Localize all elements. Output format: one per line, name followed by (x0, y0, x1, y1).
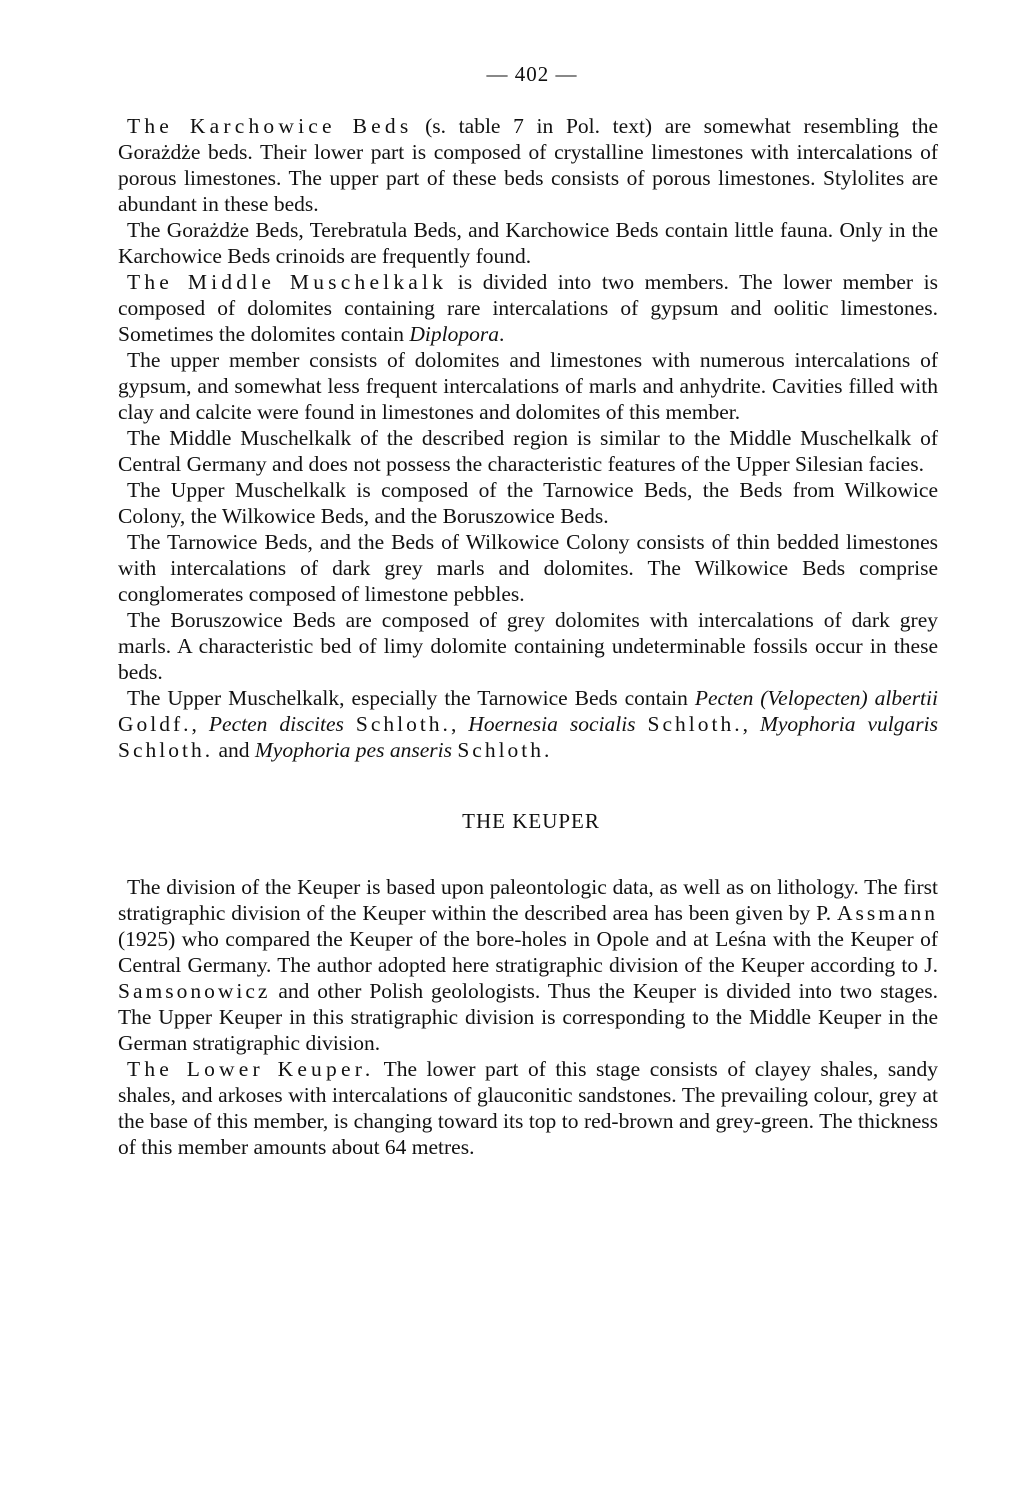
paragraph-boruszowice-beds (118, 607, 938, 685)
paragraph-comparison (118, 425, 938, 477)
spaced-term: The Middle Muschelkalk (127, 270, 448, 294)
species-author: Schloth. (647, 712, 743, 736)
species-author: Schloth. (118, 738, 214, 762)
paragraph-karchowice-beds (118, 113, 938, 217)
paragraph-text: The Tarnowice Beds, and the Beds of Wilkowice Colony consists of thin bedded limestones with intercalations of dark grey marls and dolomites. The Wilkowice Beds comprise conglomerates composed of limestone pebbles. (118, 530, 938, 606)
separator: and (213, 738, 255, 762)
species-name: Pecten (Velopecten) albertii (694, 686, 938, 710)
species-name: Myophoria vulgaris (759, 712, 938, 736)
paragraph-fauna (118, 217, 938, 269)
paragraph-text: is divided into two members. The lower member is composed of dolomites containing rare intercalations of gypsum and oolitic limestones. Sometimes the dolomites contain (118, 270, 939, 346)
species-author: Schloth. (457, 738, 553, 762)
paragraph-text: The Middle Muschelkalk of the described region is similar to the Middle Muschelkalk of Central Germany and does not possess the characteristic features of the Upper Silesian facies. (118, 426, 938, 476)
paragraph-fossils (118, 685, 938, 763)
paragraph-text: (s. table 7 in Pol. text) are somewhat resembling the Gorażdże beds. Their lower part is composed of crystalline limestones with intercalations of porous limestones. The upper part of these beds consists of porous limestones. Stylolites are abundant in these beds. (118, 114, 938, 216)
author-name: Samsonowicz (118, 979, 271, 1003)
paragraph-lower-keuper (118, 1056, 938, 1160)
paragraph-text: . (499, 322, 505, 346)
paragraph-keuper-division (118, 874, 938, 1056)
species-name: Hoernesia socialis (468, 712, 636, 736)
paragraph-text: The division of the Keuper is based upon paleontologic data, as well as on lithology. The first stratigraphic division of the Keuper within the described area has been given by P. (118, 875, 938, 925)
section-heading: THE KEUPER (462, 809, 600, 833)
paragraph-text: and other Polish geolologists. Thus the Keuper is divided into two stages. The Upper Keuper in this stratigraphic division is corresponding to the Middle Keuper in the German stratigraphic division. (118, 979, 938, 1055)
paragraph-text: The lower part of this stage consists of clayey shales, sandy shales, and arkoses with intercalations of glauconitic sandstones. The prevailing colour, grey at the base of this member, is changing toward its top to red-brown and grey-green. The thickness of this member amounts about 64 metres. (118, 1057, 938, 1159)
paragraph-text: The Upper Muschelkalk, especially the Tarnowice Beds contain (127, 686, 695, 710)
paragraph-text: The upper member consists of dolomites and limestones with numerous intercalations of gypsum, and somewhat less frequent intercalations of marls and anhydrite. Cavities filled with clay and calcite were found in limestones and dolomites of this member. (118, 348, 938, 424)
spaced-term: The Karchowice Beds (127, 114, 413, 138)
species-name: Myophoria pes anseris (254, 738, 452, 762)
paragraph-tarnowice-beds (118, 529, 938, 607)
separator: , (450, 712, 469, 736)
author-name: Assmann (836, 901, 938, 925)
separator: , (742, 712, 760, 736)
page-body (118, 62, 938, 1160)
paragraph-text: The Upper Muschelkalk is composed of the Tarnowice Beds, the Beds from Wilkowice Colony, the Wilkowice Beds, and the Boruszowice Beds. (118, 478, 938, 528)
species-author: Schloth. (355, 712, 451, 736)
species-name: Pecten discites (208, 712, 344, 736)
genus-name: Diplopora (409, 322, 499, 346)
paragraph-text: (1925) who compared the Keuper of the bore-holes in Opole and at Leśna with the Keuper of Central Germany. The author adopted here stratigraphic division of the Keuper according to J. (118, 927, 938, 977)
paragraph-text: The Boruszowice Beds are composed of grey dolomites with intercalations of dark grey marls. A characteristic bed of limy dolomite containing undeterminable fossils occur in these beds. (118, 608, 938, 684)
species-author: Goldf. (118, 712, 192, 736)
page-number: — 402 — (486, 62, 578, 86)
spaced-term: The Lower Keuper. (127, 1057, 375, 1081)
paragraph-upper-member (118, 347, 938, 425)
paragraph-middle-muschelkalk (118, 269, 938, 347)
paragraph-upper-muschelkalk (118, 477, 938, 529)
separator: , (191, 712, 209, 736)
paragraph-text: The Gorażdże Beds, Terebratula Beds, and Karchowice Beds contain little fauna. Only in the Karchowice Beds crinoids are frequently found. (118, 218, 938, 268)
